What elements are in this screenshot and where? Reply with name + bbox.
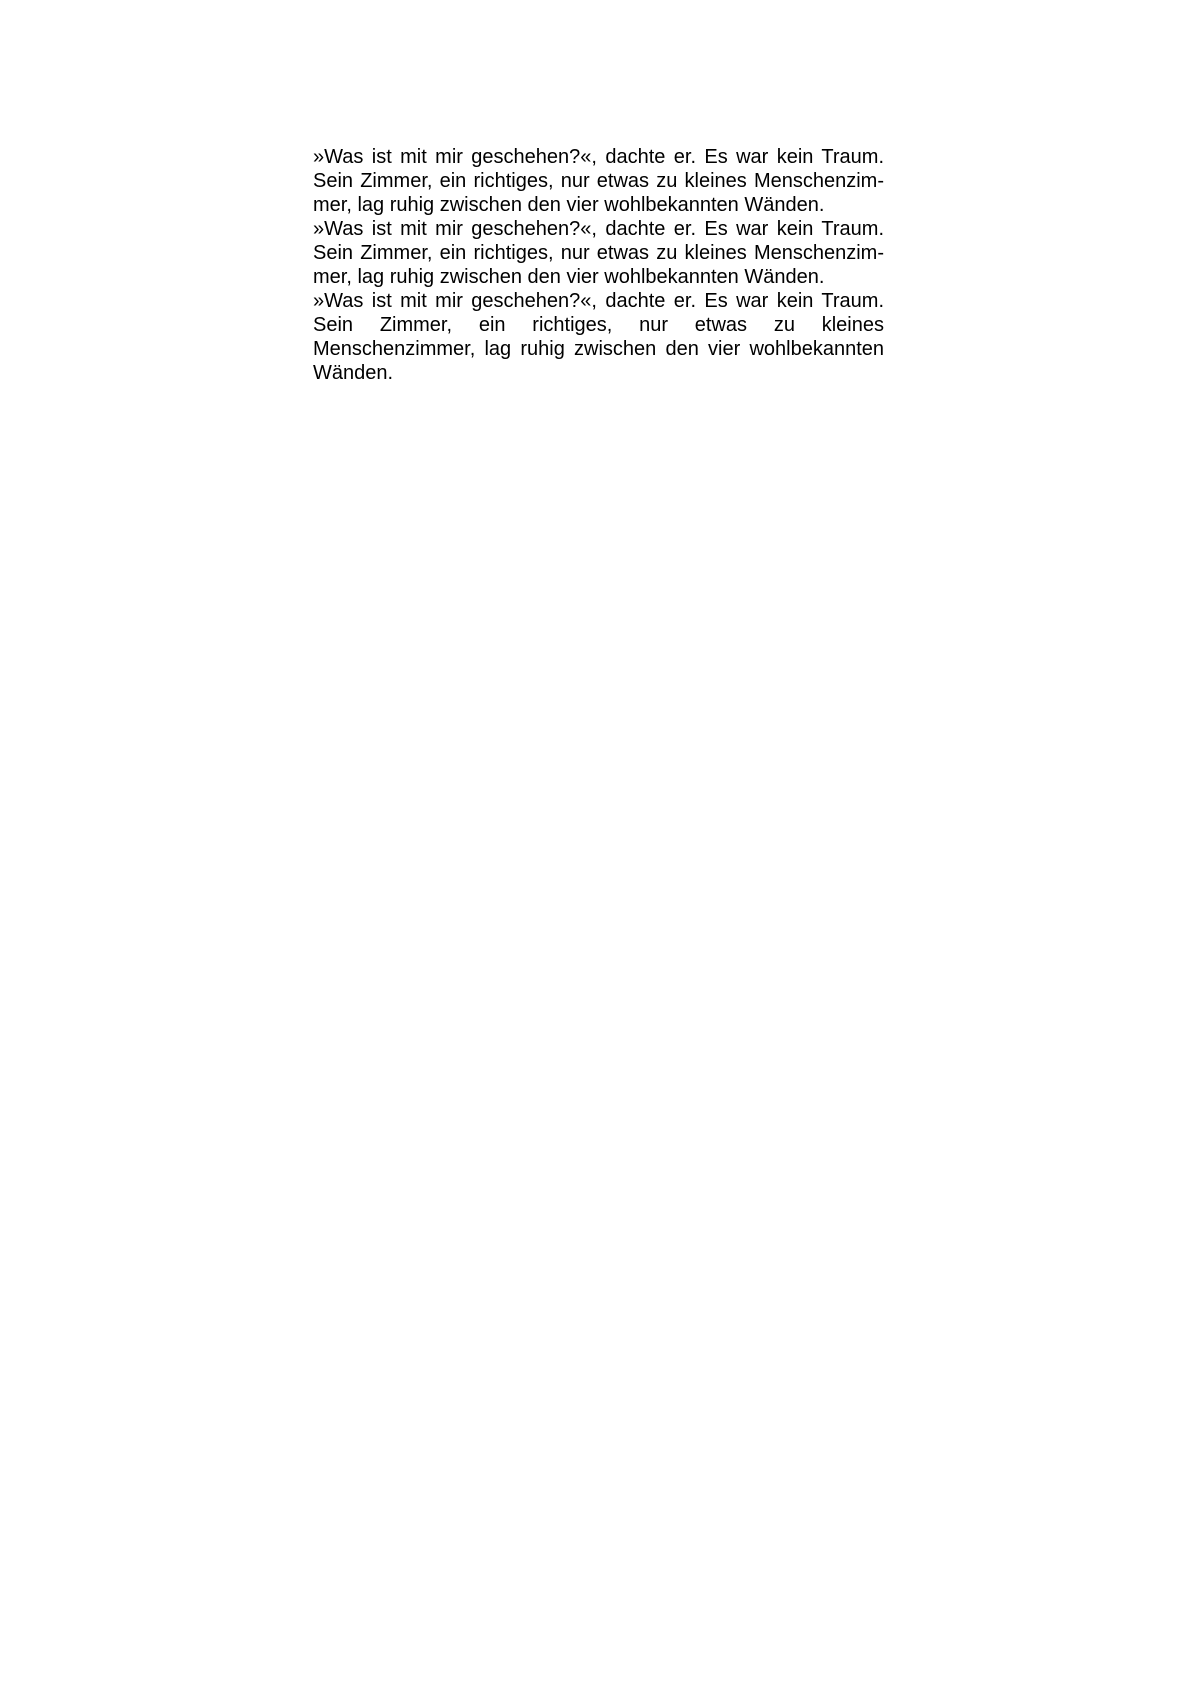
paragraph-3 [313, 289, 884, 385]
paragraph-line: mer, lag ruhig zwischen den vier wohlbekannten Wänden. [313, 194, 825, 216]
paragraph-1 [313, 145, 884, 217]
paragraph-line: »Was ist mit mir geschehen?«, dachte er. Es war kein Traum. [313, 290, 884, 312]
paragraph-line: Menschenzimmer, lag ruhig zwischen den vier wohlbekannten [313, 338, 884, 360]
paragraph-line: mer, lag ruhig zwischen den vier wohlbekannten Wänden. [313, 266, 825, 288]
paragraph-line: Sein Zimmer, ein richtiges, nur etwas zu kleines [313, 314, 884, 336]
paragraph-line: Sein Zimmer, ein richtiges, nur etwas zu kleines Menschenzim- [313, 170, 884, 192]
paragraph-2 [313, 217, 884, 289]
paragraph-line: »Was ist mit mir geschehen?«, dachte er. Es war kein Traum. [313, 146, 884, 168]
paragraph-line: Wänden. [313, 362, 394, 384]
paragraph-line: Sein Zimmer, ein richtiges, nur etwas zu kleines Menschenzim- [313, 242, 884, 264]
body-text [313, 145, 884, 385]
paragraph-line: »Was ist mit mir geschehen?«, dachte er. Es war kein Traum. [313, 218, 884, 240]
